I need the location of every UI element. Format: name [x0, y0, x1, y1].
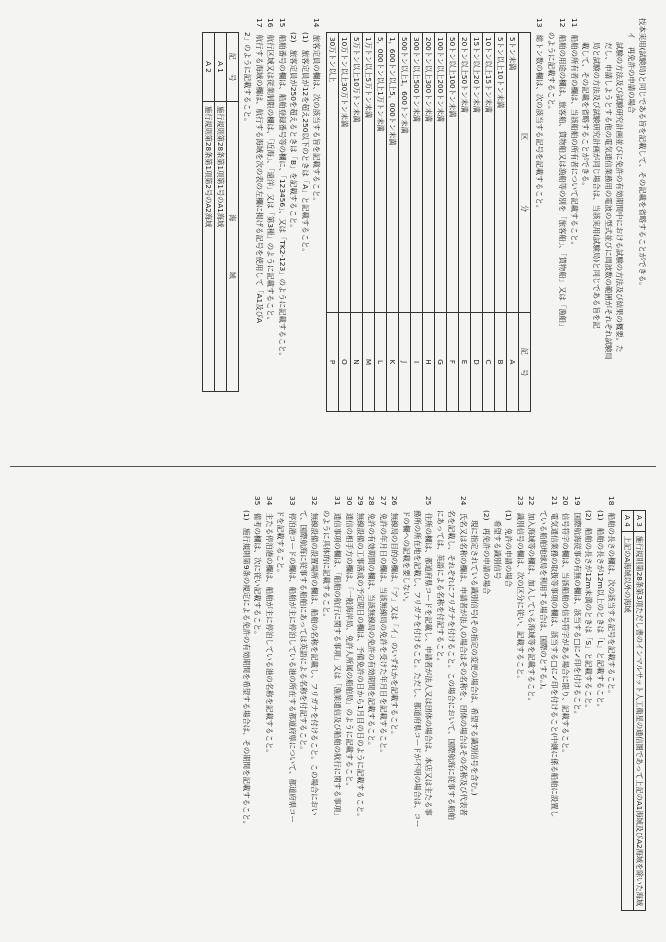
table-cell: 30万トン以上 [326, 33, 338, 313]
text-line: 23 識別信号の欄は、次の区分に従い、記載すること。 [515, 496, 525, 683]
table-cell: G [434, 313, 446, 412]
table-cell: 5万トン以上10万トン未満 [350, 33, 362, 313]
text-line: ドの欄への記載を要しない。 [401, 510, 411, 607]
text-line: 試験の方法及び試験研究計画並びに免許の有効期間中における試験の方法及び結果の概要。た [615, 42, 625, 353]
text-line: 31 通信事項の欄は、「船舶の航行に関する事項」又は「漁業通信及び船舶の航行に関する事項」 [333, 496, 343, 820]
text-line: 12 船舶の用途の欄は、旅客船、貨物船又は漁船等の別を「旅客船」、「貨物船」又は「漁船」 [558, 18, 568, 331]
text-line: イ 再免許の申請の場合 [626, 32, 636, 114]
text-line: 22 加入海域等の欄は、加入している海域等を記載すること。 [527, 496, 537, 705]
table-cell: 100トン以上200トン未満 [434, 33, 446, 313]
text-line: ドを記載すること。 [276, 510, 286, 577]
table-row [422, 33, 434, 412]
text-line: 16 航行区域又は従業制限の欄は、「近海」、「遠洋」又は「第3種」のように記載すること。 [266, 18, 276, 325]
table-cell: E [458, 313, 470, 412]
text-line: にあっては、英語による名称を付記すること。 [435, 510, 445, 666]
table-cell: 1万トン以上5万トン未満 [362, 33, 374, 313]
table-cell: J [398, 313, 410, 412]
text-line: 30 通信の相手方の欄は、「一般海岸局、免許人所属の船舶局」のように記載すること。 [344, 496, 354, 790]
table-cell: 10トン以上15トン未満 [482, 33, 494, 313]
table-row [350, 33, 362, 412]
table-cell: 5トン以上10トン未満 [494, 33, 506, 313]
table-cell: 300トン以上500トン未満 [410, 33, 422, 313]
table-cell: I [410, 313, 422, 412]
lower-text-block [241, 496, 617, 932]
table-row [374, 33, 386, 412]
text-line: 希望する識別信号 [492, 520, 502, 580]
upper-section [16, 18, 648, 458]
table-cell: A 3 [634, 511, 646, 532]
table-cell: 1，600トン以上5，000トン未満 [386, 33, 398, 313]
table-row [470, 33, 482, 412]
text-line: 33 停泊港コードの欄は、船舶が主に停泊している港の所在する都道府県について、都道府県コー [287, 496, 297, 823]
text-line: (2) 旅客定員が250を超えるときは「B」を記載すること。 [289, 32, 299, 232]
text-line: (1) 免許の申請の場合 [504, 510, 514, 587]
table-row [326, 33, 338, 412]
header-symbol: 記 号 [227, 33, 239, 102]
text-line: 載して、その記載を省略することができる。 [580, 42, 590, 190]
table-header-row [227, 33, 239, 392]
table-cell: H [422, 313, 434, 412]
text-line: だし、申請しようとする他の電気通信業務用の電波の型式並びに周波数の範囲がそれぞれ試験局 [603, 42, 613, 360]
table-cell: D [470, 313, 482, 412]
table-row [410, 33, 422, 412]
text-line: 21 電気通信業務の取扱等事項の欄は、該当する□に✓印を付けること(中継に係る船舶に設置し [549, 496, 559, 818]
table-cell: 上記のA海域以外の海域 [622, 531, 634, 910]
text-line: (1) 旅客定員が12を超え250以下のときは「A」と記載すること。 [300, 32, 310, 256]
table-cell: 10万トン以上30万トン未満 [338, 33, 350, 313]
table-row [482, 33, 494, 412]
text-line: 35 備考の欄は、次に従い記載すること。 [253, 496, 263, 639]
table-cell: 15トン以上20トン未満 [470, 33, 482, 313]
text-line: 26 無線局の目的の欄は、「ア」又は「イ」のいずれかを記載すること。 [390, 496, 400, 739]
text-line: ている船舶地球局を利用する場合は、国際のとする。)。 [538, 510, 548, 694]
text-line: 34 主たる停泊港の欄は、船舶が主に停泊している港の名称を記載すること。 [264, 496, 274, 757]
table-row [634, 511, 646, 911]
text-line: 19 国際航海従事の有無の欄は、該当する□に✓印を付けること。 [572, 496, 582, 719]
text-line: 15 船舶番号の欄は、船舶登録番号等の欄に、「123456」、又は「TK2-123」のように記載すること。 [277, 18, 287, 360]
table-cell: M [362, 313, 374, 412]
table-row [494, 33, 506, 412]
table-row [434, 33, 446, 412]
table-cell: 50トン以上100トン未満 [446, 33, 458, 313]
text-line: て、国際航海に従事する船舶にあっては英語による名称を付記すること。 [299, 510, 309, 754]
text-line: 32 無線設備の設置場所の欄は、船舶の名称を記載し、フリガナを付けること。この場合におい [310, 496, 320, 816]
text-line: 18 船舶の長さの欄は、次の該当する記号を記載すること。 [607, 496, 616, 698]
table-cell: A [506, 313, 518, 412]
text-line: 11 船舶の所有者の欄は、当該船舶の所有者について記載すること。 [569, 18, 579, 249]
table-cell: N [350, 313, 362, 412]
table-header-row [518, 33, 530, 412]
table-cell: O [338, 313, 350, 412]
header-sea-area: 海 域 [227, 102, 239, 392]
table-cell: 200トン以上300トン未満 [422, 33, 434, 313]
text-line: 14 旅客定員の欄は、次の該当する旨を記載すること。 [311, 18, 321, 205]
table-cell: P [326, 313, 338, 412]
table-cell: F [446, 313, 458, 412]
table-row [446, 33, 458, 412]
table-cell: A 1 [215, 33, 227, 102]
text-line: 2」のように記載すること。 [243, 32, 253, 126]
upper-text-block [534, 18, 648, 458]
table-cell: K [386, 313, 398, 412]
text-line: 現に指定されている識別信号(その指定の変更の場合は、希望する識別信号を含む。) [470, 520, 480, 796]
table-row [338, 33, 350, 412]
table-cell: 施行規則第28条第3項ただし書のインマルサット人工衛星の通信圏であって上記のA1海域及びA2海域を除いた海域 [634, 531, 646, 910]
table-row [506, 33, 518, 412]
header-code: 記 号 [518, 313, 530, 412]
text-line: 29 無線設備の工事落成の予定期日の欄は、予備免許の日から1月目の日のように記載すること。 [356, 496, 366, 821]
text-line: 務所の所在地を記載し、フリガナを付けること。ただし、都道府県コードが不明の場合は、コー [413, 510, 423, 828]
table-cell: 20トン以上50トン未満 [458, 33, 470, 313]
text-line: のように記載すること。 [546, 32, 556, 114]
text-line: 技本実用(試験局)と同じである旨を記載して、その記載を省略することができる。 [638, 18, 647, 290]
text-line: (2) 再免許の申請の場合 [481, 510, 491, 595]
text-line: 名を記載し、それぞれにフリガナを付けること。この場合において、国際航海に従事する船舶 [447, 510, 457, 820]
text-line: 25 住所の欄は、都道府県コードを記載し、申請者が法人又は団体の場合は、本店又は主たる事 [424, 496, 434, 816]
header-classification: 区 分 [518, 33, 530, 313]
text-line: 28 免許の有効期間の欄は、当該無線局の免許の有効期間を記載すること。 [367, 496, 377, 750]
table-cell: 5トン未満 [506, 33, 518, 313]
table-cell: A 4 [622, 511, 634, 532]
table-cell: A 2 [203, 33, 215, 102]
table-cell: 500トン以上1，600トン未満 [398, 33, 410, 313]
table-cell: B [494, 313, 506, 412]
page-divider-line [10, 466, 656, 467]
table-row [203, 33, 215, 392]
text-line: のように具体的に記載すること。 [321, 510, 331, 621]
table-cell: C [482, 313, 494, 412]
text-line: 24 氏名又は名称の欄は、申請者が法人の場合はその名称を、団体の場合はその名称及び代表者 [458, 496, 468, 816]
upper-text-block-2 [242, 18, 322, 458]
text-line: 局と試験の方法及び試験研究計画が同じ場合は、当該実用(試験局)と同じである旨を記 [592, 42, 602, 329]
table-cell: 施行規則第28条第1項第2号のA2海域 [203, 102, 215, 392]
tonnage-classification-table [326, 32, 531, 412]
table-row [458, 33, 470, 412]
table-row [215, 33, 227, 392]
text-line: (2) 船舶の長さが12m未満のときは「S」と記載すること。 [584, 510, 594, 712]
text-line: (1) 施行規則第9条の規定による免許の有効期間を希望する場合は、その期間を記載すること。 [242, 510, 251, 829]
sea-area-table [202, 32, 239, 392]
table-cell: 施行規則第28条第1項第1号のA1海域 [215, 102, 227, 392]
text-line: 17 航行する海域の欄は、航行する海域を次の表の左欄に掲げる記号を使用して「A1及びA [254, 18, 264, 324]
table-row [386, 33, 398, 412]
sea-area-table-continued [621, 510, 646, 911]
table-cell: L [374, 313, 386, 412]
text-line: 20 信号符字の欄は、当該船舶の信号符字がある場合に限り、記載すること。 [561, 496, 571, 757]
lower-section [14, 496, 646, 932]
text-line: 13 総トン数の欄は、次の該当する記号を記載すること。 [535, 18, 545, 213]
table-row [398, 33, 410, 412]
text-line: 27 免許の年月日の欄は、当該無線局の免許を受けた年月日を記載すること。 [378, 496, 388, 757]
text-line: (1) 船舶の長さが12m以上のときは「L」と記載すること。 [595, 510, 605, 712]
table-cell: 5，000トン以上1万トン未満 [374, 33, 386, 313]
table-row [362, 33, 374, 412]
table-row [622, 511, 634, 911]
